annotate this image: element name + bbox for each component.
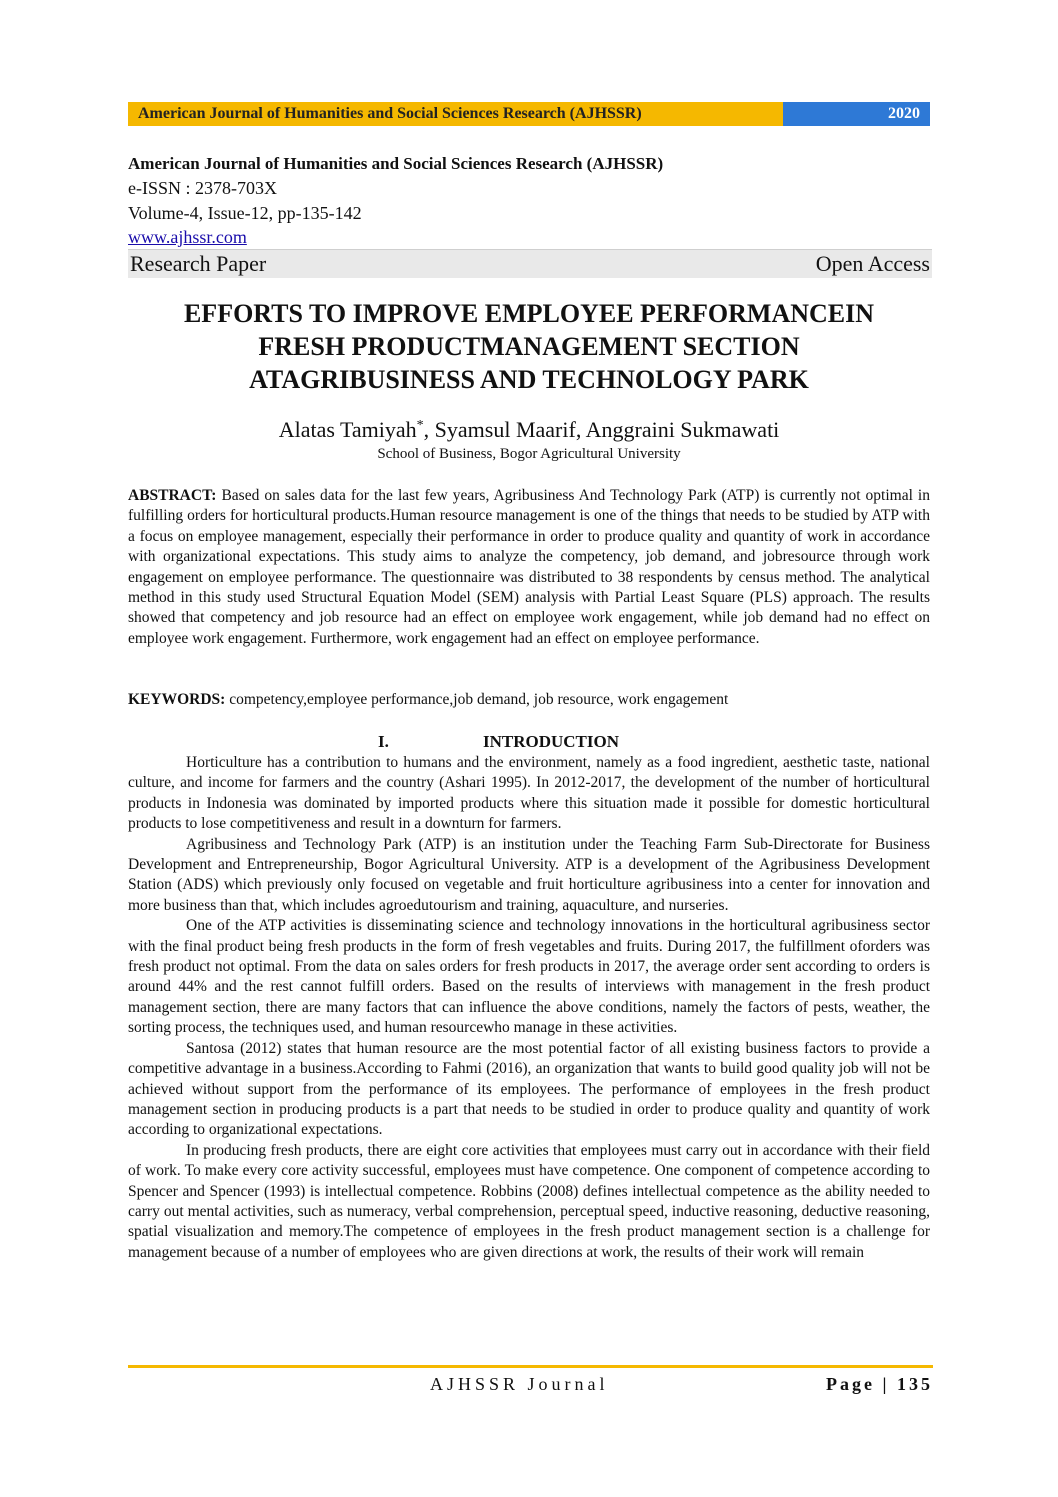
journal-meta <box>128 152 932 278</box>
paragraph: Agribusiness and Technology Park (ATP) is an institution under the Teaching Farm Sub-Directorate for Business Development and Entrepreneurship, Bogor Agricultural University. ATP is a development of the Agribusiness Development Station (ADS) which previously only focused on vegetable and fruit horticulture agribusiness into a center for innovation and more business than that, which includes agroedutourism and training, aquaculture, and nurseries. <box>128 835 930 914</box>
banner-year: 2020 <box>783 102 930 126</box>
meta-volume: Volume-4, Issue-12, pp-135-142 <box>128 203 362 223</box>
section-title: INTRODUCTION <box>483 732 620 751</box>
access-type: Open Access <box>815 251 930 276</box>
title-line-1: EFFORTS TO IMPROVE EMPLOYEE PERFORMANCEIN <box>183 299 875 328</box>
keywords-label: KEYWORDS: <box>128 691 226 708</box>
paragraph: Santosa (2012) states that human resource are the most potential factor of all existing business factors to provide a competitive advantage in a business.According to Fahmi (2016), an organization that wants to build good quality job will not be achieved without support from the performance of its employees. The performance of employees in the fresh product management section in producing products is a part that needs to be studied in order to produce quality and quantity of work according to organizational expectations. <box>128 1039 930 1139</box>
paper-type-bar <box>128 249 932 278</box>
footer-journal: AJHSSR Journal <box>430 1374 609 1394</box>
abstract <box>128 486 930 649</box>
paragraph: One of the ATP activities is disseminating science and technology innovations in the horticultural agribusiness sector with the final product being fresh products in the form of fresh vegetables and fruits. During 2017, the fulfillment oforders was fresh product not optimal. From the data on sales orders for fresh products in 2017, the average order sent according to orders is around 44% and the rest cannot fulfill orders. Based on the results of interviews with management in the fresh product management section, there are many factors that can influence the above conditions, namely the factors of pests, weather, the sorting process, the techniques used, and human resourcewho manage in these activities. <box>128 917 930 1037</box>
authors <box>128 416 930 444</box>
author-first: Alatas Tamiyah <box>278 417 417 442</box>
page-number: Page | 135 <box>826 1374 933 1394</box>
title-line-3: ATAGRIBUSINESS AND TECHNOLOGY PARK <box>249 365 809 394</box>
author-rest: , Syamsul Maarif, Anggraini Sukmawati <box>423 417 780 442</box>
paragraph: Horticulture has a contribution to humans and the environment, namely as a food ingredient, aesthetic taste, national culture, and income for farmers and the country (Ashari 1995). In 2012-2017, the development of the number of horticultural products in Indonesia was dominated by imported products where this situation made it possible for domestic horticultural products to lose competitiveness and result in a downturn for farmers. <box>128 754 930 833</box>
corresponding-mark: * <box>416 418 424 433</box>
abstract-label: ABSTRACT: <box>128 487 217 504</box>
paper-title <box>128 297 930 396</box>
introduction-body <box>128 753 930 1263</box>
affiliation: School of Business, Bogor Agricultural University <box>377 446 681 462</box>
footer-divider <box>128 1365 933 1368</box>
keywords-text: competency,employee performance,job demand, job resource, work engagement <box>225 691 729 708</box>
banner-journal-name: American Journal of Humanities and Social Sciences Research (AJHSSR) <box>128 102 783 126</box>
journal-website-link[interactable]: www.ajhssr.com <box>128 227 247 247</box>
paper-type: Research Paper <box>130 251 267 276</box>
section-number: I. <box>378 732 389 751</box>
title-line-2: FRESH PRODUCTMANAGEMENT SECTION <box>258 332 800 361</box>
paragraph: In producing fresh products, there are eight core activities that employees must carry out in accordance with their field of work. To make every core activity successful, employees must have competence. One component of competence according to Spencer and Spencer (1993) is intellectual competence. Robbins (2008) defines intellectual competence as the ability needed to carry out mental activities, such as numeracy, verbal comprehension, perceptual speed, inductive reasoning, deductive reasoning, spatial visualization and memory.The competence of employees in the fresh product management section is a challenge for management because of a number of employees who are given directions at work, the results of their work will remain <box>128 1141 930 1261</box>
meta-issn: e-ISSN : 2378-703X <box>128 178 277 198</box>
page-footer <box>128 1374 933 1398</box>
journal-banner <box>128 102 930 126</box>
meta-journal-name: American Journal of Humanities and Social Sciences Research (AJHSSR) <box>128 154 664 173</box>
abstract-text: Based on sales data for the last few years, Agribusiness And Technology Park (ATP) is currently not optimal in fulfilling orders for horticultural products.Human resource management is one of the things that needs to be studied by ATP with a focus on employee management, especially their performance in order to produce quality and quantity of work in accordance with organizational expectations. This study aims to analyze the competency, job demand, and jobresource through work engagement on employee performance. The questionnaire was distributed to 38 respondents by census method. The analytical method in this study used Structural Equation Model (SEM) analysis with Partial Least Square (PLS) approach. The results showed that competency and job resource had an effect on employee work engagement, while job demand had no effect on employee work engagement. Furthermore, work engagement had an effect on employee performance. <box>128 487 930 647</box>
keywords <box>128 690 930 710</box>
